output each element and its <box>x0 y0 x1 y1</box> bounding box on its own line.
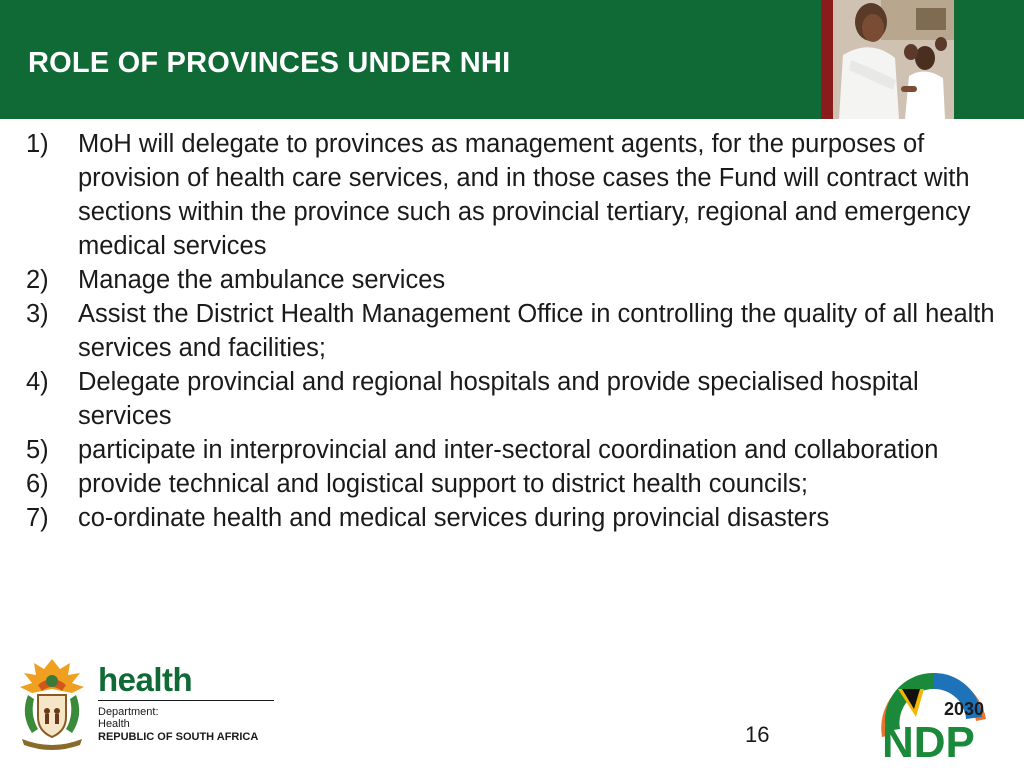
item-text: co-ordinate health and medical services during provincial disasters <box>78 504 830 532</box>
title-banner <box>0 0 1024 119</box>
list-item <box>26 433 1001 467</box>
slide-title: ROLE OF PROVINCES UNDER NHI <box>28 47 511 79</box>
item-text: MoH will delegate to provinces as management agents, for the purposes of provision of health care services, and in those cases the Fund will contract with sections within the province such as provincial tertiary, regional and emergency medical services <box>78 130 971 260</box>
list-item <box>26 297 1001 365</box>
item-text: Assist the District Health Management Office in controlling the quality of all health services and facilities; <box>78 300 995 362</box>
list-item <box>26 127 1001 263</box>
item-number: 2) <box>26 266 49 294</box>
item-number: 3) <box>26 300 49 328</box>
item-text: Delegate provincial and regional hospitals and provide specialised hospital services <box>78 368 919 430</box>
country-name: REPUBLIC OF SOUTH AFRICA <box>98 731 259 743</box>
item-text: provide technical and logistical support to district health councils; <box>78 470 808 498</box>
health-wordmark: health <box>98 661 193 698</box>
divider <box>98 700 274 701</box>
ndp-year: 2030 <box>944 699 985 719</box>
item-number: 5) <box>26 436 49 464</box>
department-label: Department: <box>98 706 159 718</box>
nurse-child-photo <box>821 0 954 119</box>
page-number: 16 <box>745 722 770 747</box>
department-name: Health <box>98 718 130 730</box>
ndp-label: NDP <box>882 718 975 761</box>
list-item <box>26 467 1001 501</box>
department-branding <box>14 655 284 755</box>
list-item <box>26 263 1001 297</box>
list-item <box>26 365 1001 433</box>
item-number: 1) <box>26 130 49 158</box>
responsibilities-list <box>26 127 1001 535</box>
list-item <box>26 501 1001 535</box>
item-number: 4) <box>26 368 49 396</box>
item-text: Manage the ambulance services <box>78 266 446 294</box>
item-text: participate in interprovincial and inter-sectoral coordination and collaboration <box>78 436 939 464</box>
item-number: 6) <box>26 470 49 498</box>
coat-of-arms-icon <box>14 655 90 751</box>
item-number: 7) <box>26 504 49 532</box>
ndp-2030-logo <box>876 659 992 761</box>
